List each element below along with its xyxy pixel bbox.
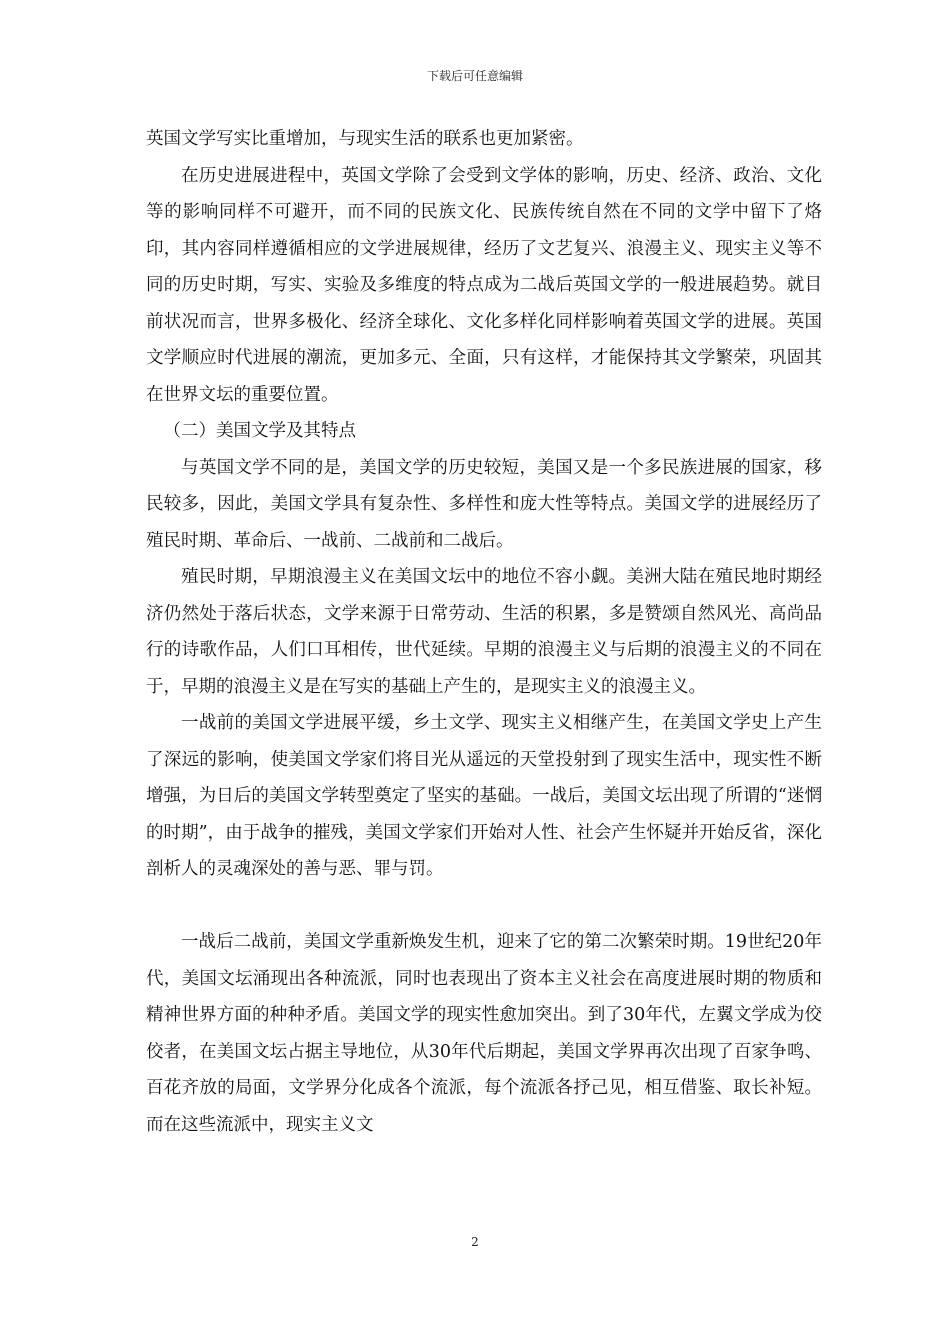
- paragraph-english-literature-history: 在历史进展进程中，英国文学除了会受到文学体的影响，历史、经济、政治、文化等的影响同样不可避开，而不同的民族文化、民族传统自然在不同的文学中留下了烙印，其内容同样遵循相应的文学进展规律，经历了文艺复兴、浪漫主义、现实主义等不同的历史时期，写实、实验及多维度的特点成为二战后英国文学的一般进展趋势。就目前状况而言，世界多极化、经济全球化、文化多样化同样影响着英国文学的进展。英国文学顺应时代进展的潮流，更加多元、全面，只有这样，才能保持其文学繁荣，巩固其在世界文坛的重要位置。: [146, 165, 822, 405]
- section-heading-american-literature: （二）美国文学及其特点: [163, 421, 356, 441]
- paragraph-spacer: [146, 888, 822, 925]
- body-text: [146, 121, 822, 1143]
- paragraph-interwar: 一战后二战前，美国文学重新焕发生机，迎来了它的第二次繁荣时期。19世纪20年代，美国文坛涌现出各种流派，同时也表现出了资本主义社会在高度进展时期的物质和精神世界方面的种种矛盾。美国文学的现实性愈加突出。到了30年代，左翼文学成为佼佼者，在美国文坛占据主导地位，从30年代后期起，美国文学界再次出现了百家争鸣、百花齐放的局面，文学界分化成各个流派，每个流派各抒己见，相互借鉴、取长补短。而在这些流派中，现实主义文: [146, 932, 822, 1135]
- paragraph-colonial-period: 殖民时期，早期浪漫主义在美国文坛中的地位不容小觑。美洲大陆在殖民地时期经济仍然处于落后状态，文学来源于日常劳动、生活的积累，多是赞颂自然风光、高尚品行的诗歌作品，人们口耳相传，世代延续。早期的浪漫主义与后期的浪漫主义的不同在于，早期的浪漫主义是在写实的基础上产生的，是现实主义的浪漫主义。: [146, 567, 822, 697]
- paragraph-continuation: 英国文学写实比重增加，与现实生活的联系也更加紧密。: [146, 129, 584, 149]
- page-header: 下载后可任意编辑: [426, 69, 523, 83]
- paragraph-american-literature-intro: 与英国文学不同的是，美国文学的历史较短，美国又是一个多民族进展的国家，移民较多，因此，美国文学具有复杂性、多样性和庞大性等特点。美国文学的进展经历了殖民时期、革命后、一战前、二战前和二战后。: [146, 457, 822, 551]
- page-number: 2: [471, 1235, 479, 1249]
- paragraph-pre-wwi: 一战前的美国文学进展平缓，乡土文学、现实主义相继产生，在美国文学史上产生了深远的影响，使美国文学家们将目光从遥远的天堂投射到了现实生活中，现实性不断增强，为日后的美国文学转型奠定了坚实的基础。一战后，美国文坛出现了所谓的“迷惘的时期”，由于战争的摧残，美国文学家们开始对人性、社会产生怀疑并开始反省，深化剖析人的灵魂深处的善与恶、罪与罚。: [146, 713, 822, 879]
